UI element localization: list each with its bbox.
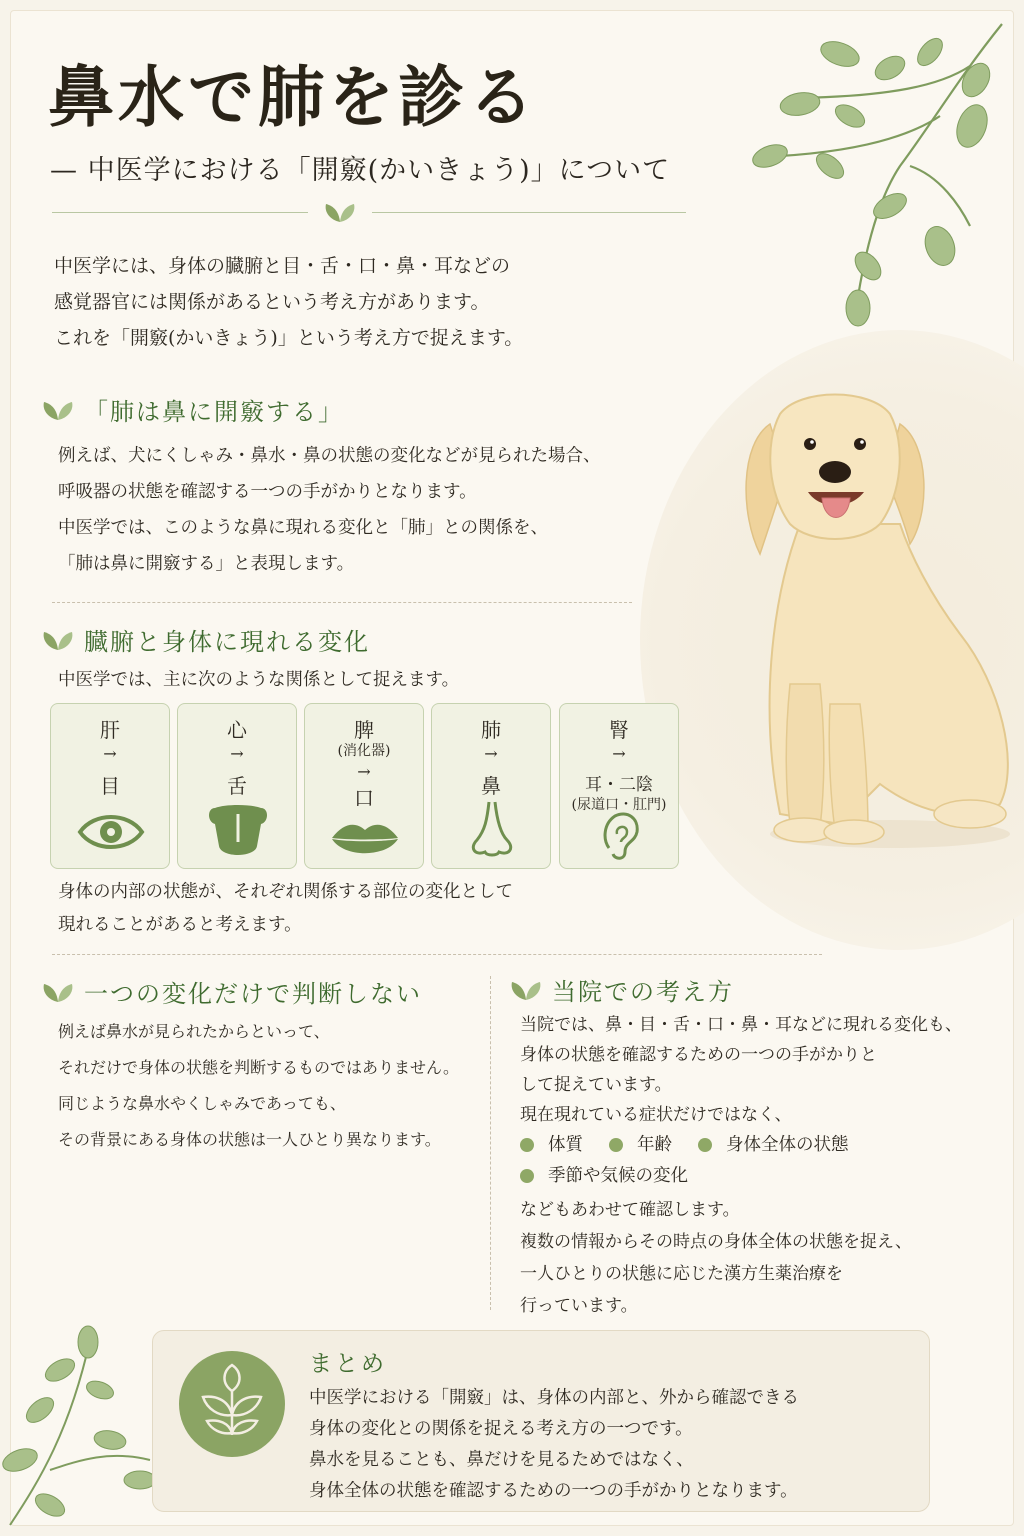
leaf-ornament-icon bbox=[322, 200, 358, 224]
factor-label: 身体全体の状態 bbox=[726, 1135, 849, 1155]
section3-line: それだけで身体の状態を判断するものではありません。 bbox=[58, 1058, 459, 1077]
section4-body-after bbox=[520, 1194, 912, 1322]
factor-item bbox=[520, 1161, 688, 1191]
organ-card-kidney bbox=[559, 703, 679, 869]
sprout-icon bbox=[179, 1351, 285, 1457]
summary-leaf-badge bbox=[179, 1351, 285, 1457]
summary-line: 身体全体の状態を確認するための一つの手がかりとなります。 bbox=[309, 1481, 798, 1501]
section3-line: その背景にある身体の状態は一人ひとり異なります。 bbox=[58, 1130, 441, 1149]
organ-arrow: → bbox=[484, 744, 498, 763]
organ-note: (消化器) bbox=[337, 743, 391, 759]
column-divider bbox=[490, 976, 491, 1310]
organ-card-lung bbox=[431, 703, 551, 869]
section2-after-line: 身体の内部の状態が、それぞれ関係する部位の変化として bbox=[58, 882, 513, 902]
section4-line: 行っています。 bbox=[520, 1296, 638, 1316]
intro-line: これを「開竅(かいきょう)」という考え方で捉えます。 bbox=[54, 327, 524, 349]
organ-name: 心 bbox=[227, 718, 247, 742]
eye-icon bbox=[76, 804, 146, 860]
summary-body bbox=[309, 1383, 799, 1507]
factor-label: 体質 bbox=[548, 1135, 583, 1155]
section1-body bbox=[58, 438, 601, 582]
title-rule-left bbox=[52, 212, 308, 213]
bullet-dot bbox=[698, 1138, 712, 1152]
organ-card-heart bbox=[177, 703, 297, 869]
section-heading-organs bbox=[40, 622, 370, 657]
intro-line: 感覚器官には関係があるという考え方があります。 bbox=[54, 291, 490, 313]
section1-line: 例えば、犬にくしゃみ・鼻水・鼻の状態の変化などが見られた場合、 bbox=[58, 446, 601, 466]
summary-title: まとめ bbox=[309, 1351, 387, 1377]
section2-after-line: 現れることがあると考えます。 bbox=[58, 915, 302, 935]
branch-decoration-bottom bbox=[0, 1320, 160, 1530]
factor-list-row2 bbox=[520, 1161, 714, 1191]
leaf-bullet-icon bbox=[40, 628, 76, 652]
organ-name: 脾 bbox=[354, 718, 374, 742]
section-heading-single-change bbox=[40, 974, 422, 1009]
section-heading-text: 当院での考え方 bbox=[552, 978, 734, 1006]
nose-icon bbox=[457, 800, 527, 860]
intro-line: 中医学には、身体の臓腑と目・舌・口・鼻・耳などの bbox=[54, 255, 511, 277]
tongue-icon bbox=[203, 800, 273, 860]
section4-line: 身体の状態を確認するための一つの手がかりと bbox=[520, 1045, 877, 1065]
section3-line: 例えば鼻水が見られたからといって、 bbox=[58, 1022, 330, 1041]
section-heading-lung-nose bbox=[40, 392, 344, 427]
section2-after bbox=[58, 876, 513, 942]
intro-text bbox=[54, 248, 523, 356]
section4-line: 複数の情報からその時点の身体全体の状態を捉え、 bbox=[520, 1232, 913, 1252]
factor-item bbox=[609, 1130, 672, 1160]
organ-target: 目 bbox=[100, 774, 120, 798]
section2-lead: 中医学では、主に次のような関係として捉えます。 bbox=[58, 670, 460, 690]
section3-line: 同じような鼻水やくしゃみであっても、 bbox=[58, 1094, 346, 1113]
summary-line: 身体の変化との関係を捉える考え方の一つです。 bbox=[309, 1419, 693, 1439]
section1-line: 中医学では、このような鼻に現れる変化と「肺」との関係を、 bbox=[58, 518, 548, 538]
page-title: 鼻水で肺を診る bbox=[48, 58, 538, 136]
factor-item bbox=[520, 1130, 583, 1160]
section-heading-text: 一つの変化だけで判断しない bbox=[84, 980, 422, 1008]
bullet-dot bbox=[609, 1138, 623, 1152]
factor-label: 季節や気候の変化 bbox=[548, 1166, 688, 1186]
bullet-dot bbox=[520, 1169, 534, 1183]
section4-body bbox=[520, 1010, 962, 1130]
section1-line: 「肺は鼻に開竅する」と表現します。 bbox=[58, 554, 355, 574]
organ-target: 鼻 bbox=[481, 774, 501, 798]
branch-decoration-top bbox=[740, 16, 1012, 336]
summary-line: 鼻水を見ることも、鼻だけを見るためではなく、 bbox=[309, 1450, 694, 1470]
organ-arrow: → bbox=[103, 744, 117, 763]
factor-list-row1 bbox=[520, 1130, 875, 1160]
organ-note: (尿道口・肛門) bbox=[571, 797, 667, 813]
leaf-bullet-icon bbox=[40, 398, 76, 422]
section4-line: して捉えています。 bbox=[520, 1075, 672, 1095]
section4-line: などもあわせて確認します。 bbox=[520, 1200, 740, 1220]
bullet-dot bbox=[520, 1138, 534, 1152]
organ-name: 肺 bbox=[481, 718, 501, 742]
page-subtitle: — 中医学における「開竅(かいきょう)」について bbox=[50, 155, 671, 186]
section-heading-text: 臓腑と身体に現れる変化 bbox=[84, 628, 370, 656]
organ-name: 肝 bbox=[100, 718, 120, 742]
summary-line: 中医学における「開竅」は、身体の内部と、外から確認できる bbox=[309, 1388, 799, 1408]
leaf-bullet-icon bbox=[508, 978, 544, 1002]
leaf-bullet-icon bbox=[40, 980, 76, 1004]
ear-icon bbox=[585, 810, 655, 860]
section4-line: 当院では、鼻・目・舌・口・鼻・耳などに現れる変化も、 bbox=[520, 1015, 962, 1035]
organ-arrow: → bbox=[357, 762, 371, 781]
golden-retriever-illustration bbox=[730, 384, 1020, 854]
organ-card-spleen bbox=[304, 703, 424, 869]
organ-target: 耳・二陰 bbox=[585, 775, 653, 795]
section4-line: 一人ひとりの状態に応じた漢方生薬治療を bbox=[520, 1264, 843, 1284]
title-rule-right bbox=[372, 212, 686, 213]
organ-name: 腎 bbox=[609, 718, 629, 742]
organ-card-liver bbox=[50, 703, 170, 869]
organ-arrow: → bbox=[612, 744, 626, 763]
organ-target: 舌 bbox=[227, 774, 247, 798]
section-heading-text: 「肺は鼻に開竅する」 bbox=[84, 398, 344, 426]
organ-target: 口 bbox=[354, 786, 374, 810]
factor-label: 年齢 bbox=[637, 1135, 672, 1155]
section-divider bbox=[52, 602, 632, 603]
section1-line: 呼吸器の状態を確認する一つの手がかりとなります。 bbox=[58, 482, 477, 502]
section-heading-clinic bbox=[508, 972, 734, 1007]
factor-item bbox=[698, 1130, 849, 1160]
lips-icon bbox=[330, 816, 400, 860]
section4-line: 現在現れている症状だけではなく、 bbox=[520, 1105, 792, 1125]
organ-arrow: → bbox=[230, 744, 244, 763]
summary-panel bbox=[152, 1330, 930, 1512]
section-divider bbox=[52, 954, 822, 955]
section3-body bbox=[58, 1014, 459, 1158]
